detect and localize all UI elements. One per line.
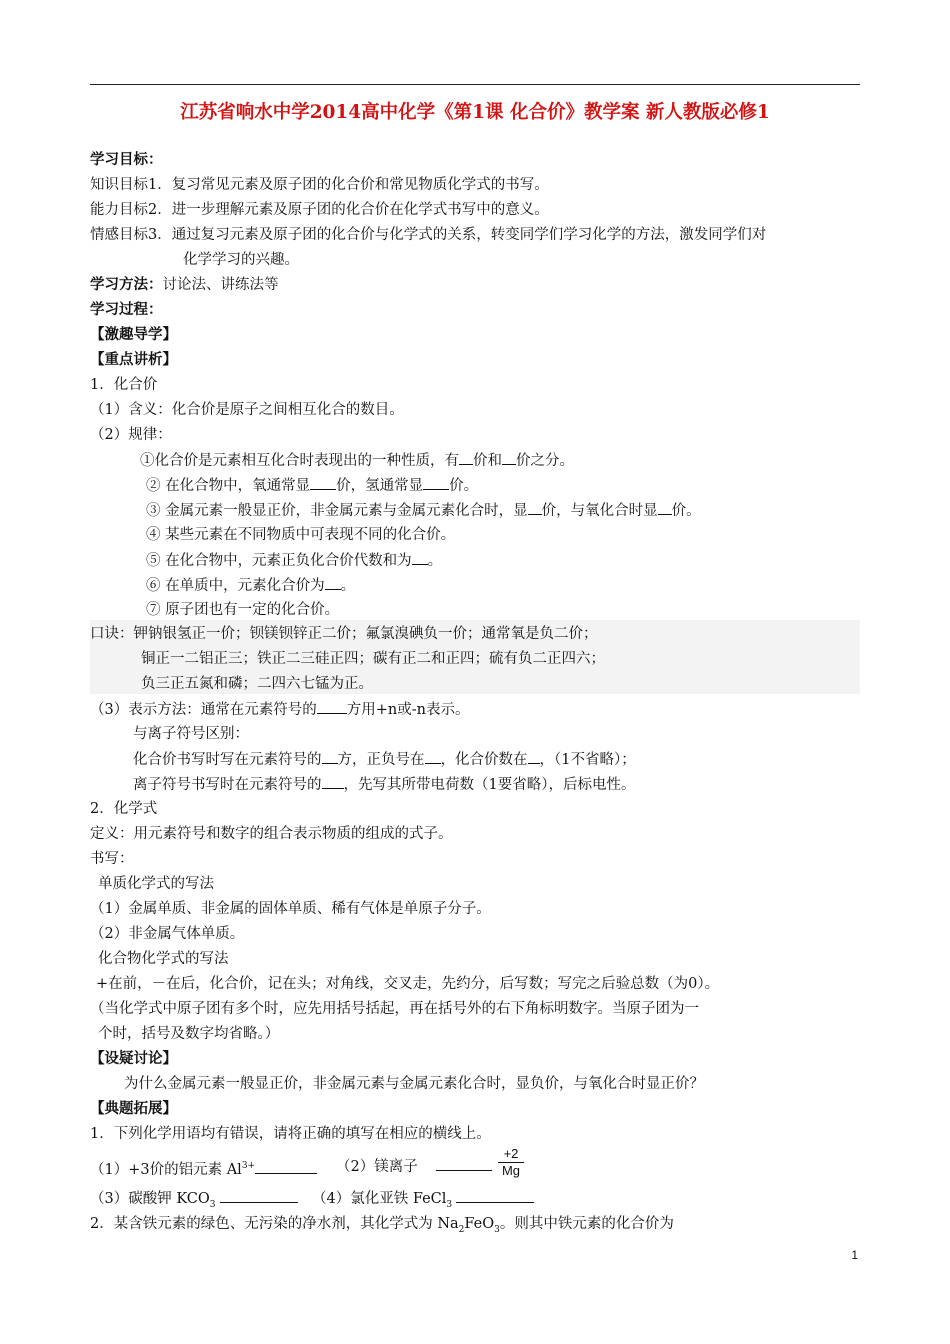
notation-valence: 化合价书写时写在元素符号的 方，正负号在 ，化合价数在 ，（1不省略）； — [133, 749, 636, 770]
example-q1: 1．下列化学用语均有错误，请将正确的填写在相应的横线上。 — [90, 1126, 491, 1142]
mg-charge: +2 — [503, 1146, 519, 1161]
example-q2: 2．某含铁元素的绿色、无污染的净水剂，其化学式为 $Na_2FeO_3$。则其中铁元素的化合价为 — [90, 1216, 674, 1235]
answer-blank[interactable] — [220, 1188, 298, 1203]
rule-6: ⑥ 在单质中，元素化合价为 。 — [146, 575, 355, 596]
blank — [658, 500, 672, 515]
objective-ability: 能力目标2．进一步理解元素及原子团的化合价在化学式书写中的意义。 — [90, 202, 549, 218]
element-formula-2: （2）非金属气体单质。 — [90, 926, 245, 942]
method-line — [90, 275, 279, 295]
method-label: 学习方法： — [90, 276, 163, 293]
example-q1-part2: （2）镁离子 — [336, 1156, 492, 1177]
blank — [528, 500, 542, 515]
objective-knowledge: 知识目标1．复习常见元素及原子团的化合价和常见物质化学式的书写。 — [90, 177, 549, 193]
blank — [325, 575, 341, 590]
notation-ion: 离子符号书写时在元素符号的 ，先写其所带电荷数（1要省略），后标电性。 — [133, 774, 635, 795]
rule-7: ⑦ 原子团也有一定的化合价。 — [146, 602, 340, 618]
blank — [528, 749, 540, 764]
blank — [322, 749, 338, 764]
compound-formula-rule: +在前，－在后，化合价，记在头；对角线，交叉走，先约分，后写数；写完之后验总数（为0）。 — [96, 976, 720, 992]
rule-2: ② 在化合物中，氧通常显 价，氢通常显 价。 — [146, 475, 478, 496]
section-key-points: 【重点讲析】 — [90, 351, 177, 368]
blank — [310, 475, 336, 490]
answer-blank[interactable] — [436, 1156, 492, 1171]
example-q1-part4: （4）氯化亚铁 FeCl$_3$ — [312, 1188, 534, 1215]
blank — [412, 550, 428, 565]
blank — [502, 450, 516, 465]
compound-note-line2: 个时，括号及数字均省略。） — [98, 1026, 280, 1042]
mg-symbol: Mg — [498, 1162, 524, 1179]
valence-rules-label: （2）规律： — [90, 427, 172, 443]
formula-writing: 书写： — [90, 851, 134, 867]
header-rule — [90, 84, 860, 85]
answer-blank[interactable] — [255, 1159, 317, 1174]
process-heading: 学习过程： — [90, 301, 163, 318]
answer-blank[interactable] — [456, 1188, 534, 1203]
mnemonic-line3: 负三正五氮和磷；二四六七锰为正。 — [141, 676, 373, 692]
rule-4: ④ 某些元素在不同物质中可表现不同的化合价。 — [146, 527, 456, 543]
element-formula-1: （1）金属单质、非金属的固体单质、稀有气体是单原子分子。 — [90, 901, 491, 917]
element-formula-title: 单质化学式的写法 — [98, 876, 214, 892]
mg-valence-notation — [494, 1146, 528, 1179]
rule-5: ⑤ 在化合物中，元素正负化合价代数和为 。 — [146, 550, 442, 571]
section-intro: 【激趣导学】 — [90, 326, 177, 343]
compound-note-line1: （当化学式中原子团有多个时，应先用括号括起，再在括号外的右下角标明数字。当原子团为一 — [90, 1001, 699, 1017]
objectives-heading: 学习目标： — [90, 151, 163, 168]
valence-heading: 1．化合价 — [90, 377, 158, 393]
method-text: 讨论法、讲练法等 — [162, 277, 279, 293]
page-number: 1 — [851, 1248, 858, 1262]
mnemonic-line2: 铜正一二铝正三；铁正二三硅正四；碳有正二和正四；硫有负二正四六； — [141, 651, 605, 667]
formula-heading: 2．化学式 — [90, 801, 158, 817]
page-title: 江苏省响水中学2014高中化学《第1课 化合价》教学案 新人教版必修1 — [180, 102, 770, 123]
blank — [459, 450, 473, 465]
valence-meaning: （1）含义：化合价是原子之间相互化合的数目。 — [90, 402, 404, 418]
objective-emotion-line1: 情感目标3．通过复习元素及原子团的化合价与化学式的关系，转变同学们学习化学的方法，激发同学们对 — [90, 227, 767, 243]
blank — [317, 699, 347, 714]
example-q1-part1: （1）+3价的铝元素 $Al^{3+}$ — [90, 1156, 317, 1180]
section-examples: 【典题拓展】 — [90, 1100, 177, 1117]
rule-1: ①化合价是元素相互化合时表现出的一种性质，有 价和 价之分。 — [140, 450, 574, 471]
formula-definition: 定义：用元素符号和数字的组合表示物质的组成的式子。 — [90, 826, 453, 842]
blank — [425, 749, 441, 764]
compound-formula-title: 化合物化学式的写法 — [98, 951, 229, 967]
rule-3: ③ 金属元素一般显正价，非金属元素与金属元素化合时，显 价，与氧化合时显 价。 — [146, 500, 701, 521]
discussion-question: 为什么金属元素一般显正价，非金属元素与金属元素化合时，显负价，与氧化合时显正价？ — [124, 1076, 704, 1092]
notation-line: （3）表示方法：通常在元素符号的 方用+n或-n表示。 — [90, 699, 469, 720]
blank — [322, 774, 344, 789]
mnemonic-line1: 口诀：钾钠银氢正一价；钡镁钡锌正二价；氟氯溴碘负一价；通常氧是负二价； — [90, 626, 598, 642]
blank — [423, 475, 449, 490]
objective-emotion-line2: 化学学习的兴趣。 — [183, 252, 299, 268]
section-discussion: 【设疑讨论】 — [90, 1050, 177, 1067]
example-q1-part3: （3）碳酸钾 $KCO_3$ — [90, 1188, 298, 1215]
notation-difference: 与离子符号区别： — [133, 726, 249, 742]
